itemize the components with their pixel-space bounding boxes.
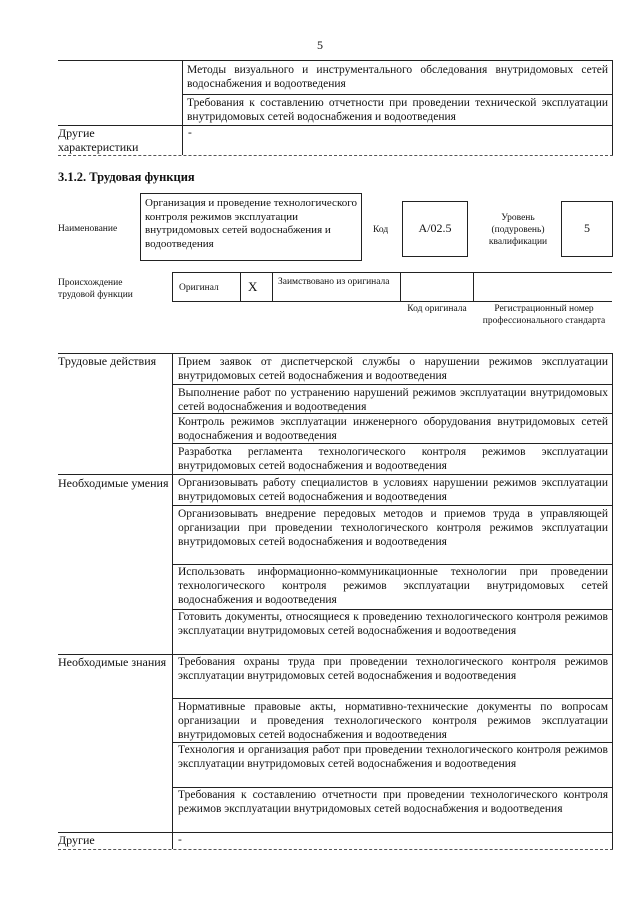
other-characteristics-label: Другие характеристики [58,126,139,154]
other-characteristics-value: - [188,127,192,139]
row-divider [172,698,613,699]
other-value: - [178,834,182,846]
row-divider [172,384,613,385]
row-divider [182,94,613,95]
function-name: Организация и проведение технологического контроля режимов эксплуатации внутридомовых сетей водоснабжения и водоотведения [145,197,357,250]
code-value-box [402,201,468,257]
skill-item: Готовить документы, относящиеся к проведению технологического контроля режимов эксплуатации внутридомовых сетей водоснабжения и водоотведения [178,611,608,637]
row-divider [172,443,613,444]
main-table-right-border [612,353,613,849]
name-label: Наименование [58,224,118,234]
original-label: Оригинал [179,283,219,293]
knowledge-label: Необходимые знания [58,655,167,669]
table-cell: Требования к составлению отчетности при проведении технической эксплуатации внутридомовых сетей водоснабжения и водоотведения [187,97,608,123]
origin-label: Происхождение трудовой функции [58,278,133,300]
origin-divider [473,272,474,302]
table-cell: Методы визуального и инструментального обследования внутридомовых сетей водоснабжения и водоотведения [187,64,608,90]
skill-item: Организовывать работу специалистов в условиях нарушении режимов эксплуатации внутридомовых сетей водоснабжения и водоотведения [178,477,608,503]
original-mark: X [248,279,258,294]
labor-action-item: Прием заявок от диспетчерской службы о нарушении режимов эксплуатации внутридомовых сетей водоснабжения и водоотведения [178,356,608,382]
skill-item: Организовывать внедрение передовых методов и приемов труда в управляющей организации при проведении технологического контроля режимов эксплуатации внутридомовых сетей водоснабжения и водоотведения [178,508,608,548]
knowledge-item: Требования охраны труда при проведении технологического контроля режимов эксплуатации внутридомовых сетей водоснабжения и водоотведения [178,656,608,682]
row-divider [172,505,613,506]
origin-divider [400,272,401,302]
row-divider [172,413,613,414]
skill-item: Использовать информационно-коммуникационные технологии при проведении технологического контроля режимов эксплуатации внутридомовых сетей водоснабжения и водоотведения [178,566,608,606]
function-code: А/02.5 [418,221,452,235]
borrowed-label: Заимствовано из оригинала [278,277,390,287]
qualification-level: 5 [584,221,590,235]
skills-label: Необходимые умения [58,476,169,490]
labor-action-item: Разработка регламента технологического контроля режимов эксплуатации внутридомовых сетей водоснабжения и водоотведения [178,446,608,472]
page-number: 5 [317,38,323,52]
level-value-box [561,201,613,257]
main-table-bottom-border [58,849,613,850]
labor-actions-label: Трудовые действия [58,354,157,368]
section-divider [58,474,613,475]
name-value-box [140,193,362,261]
section-divider [58,832,613,833]
table-top-border [58,60,613,61]
labor-action-item: Контроль режимов эксплуатации инженерного оборудования внутридомовых сетей водоснабжения и водоотведения [178,416,608,442]
knowledge-item: Нормативные правовые акты, нормативно-технические документы по вопросам организации и проведения технологического контроля режимов эксплуатации внутридомовых сетей водоснабжения и водоотведения [178,701,608,741]
origin-divider [240,272,241,302]
other-label: Другие [58,833,95,847]
table-column-divider [182,60,183,155]
knowledge-item: Требования к составлению отчетности при проведении технологического контроля режимов эксплуатации внутридомовых сетей водоснабжения и водоотведения [178,789,608,815]
knowledge-item: Технология и организация работ при проведении технологического контроля режимов эксплуатации внутридомовых сетей водоснабжения и водоотведения [178,744,608,770]
code-label: Код [373,225,389,235]
labor-action-item: Выполнение работ по устранению нарушений режимов эксплуатации внутридомовых сетей водоснабжения и водоотведения [178,387,608,413]
section-title: 3.1.2. Трудовая функция [58,170,195,184]
code-original-caption: Код оригинала [407,304,467,314]
table-bottom-border [58,155,613,156]
table-right-border [612,60,613,155]
level-label: Уровень (подуровень) квалификации [488,213,548,247]
main-table-column-divider [172,353,173,849]
origin-divider [272,272,273,302]
reg-number-caption: Регистрационный номер профессионального стандарта [482,304,606,326]
